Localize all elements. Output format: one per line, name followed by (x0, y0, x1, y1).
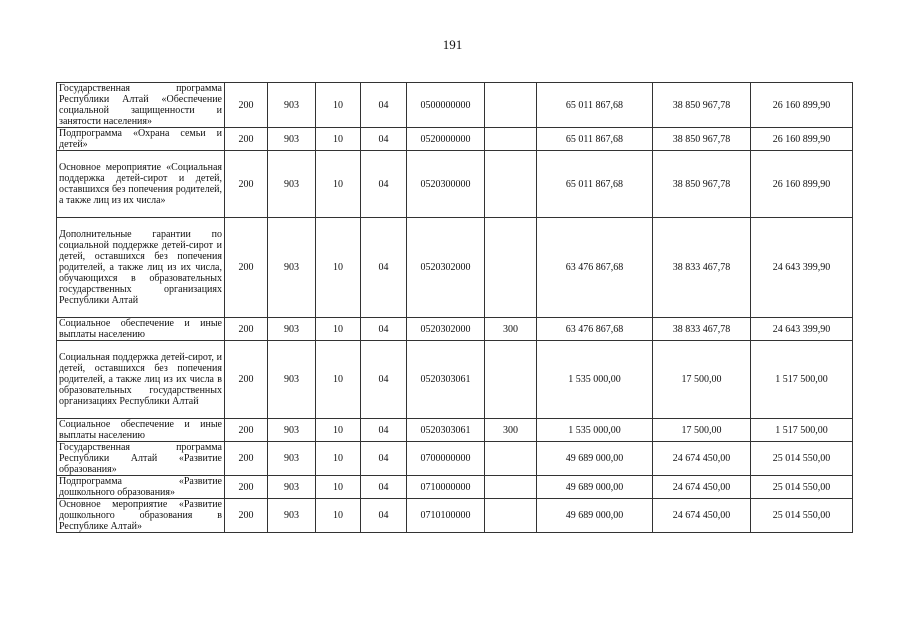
cell-c4: 04 (361, 151, 407, 218)
cell-v3: 1 517 500,00 (751, 341, 853, 419)
cell-type: 300 (485, 419, 537, 442)
cell-v1: 65 011 867,68 (537, 128, 653, 151)
cell-c1: 200 (225, 442, 268, 476)
cell-c1: 200 (225, 151, 268, 218)
cell-code: 0520303061 (407, 419, 485, 442)
cell-type (485, 442, 537, 476)
cell-v2: 17 500,00 (653, 419, 751, 442)
cell-code: 0500000000 (407, 83, 485, 128)
table-row (57, 419, 853, 442)
cell-c3: 10 (316, 476, 361, 499)
cell-c2: 903 (268, 442, 316, 476)
cell-code: 0520300000 (407, 151, 485, 218)
cell-v1: 49 689 000,00 (537, 499, 653, 533)
cell-c1: 200 (225, 419, 268, 442)
cell-c4: 04 (361, 218, 407, 318)
cell-c2: 903 (268, 128, 316, 151)
cell-code: 0700000000 (407, 442, 485, 476)
table-row (57, 476, 853, 499)
cell-code: 0520302000 (407, 318, 485, 341)
cell-c2: 903 (268, 476, 316, 499)
row-name: Государственная программа Республики Алтай «Развитие образования» (57, 442, 225, 476)
table-row (57, 341, 853, 419)
cell-c4: 04 (361, 442, 407, 476)
row-name: Подпрограмма «Развитие дошкольного образования» (57, 476, 225, 499)
cell-c1: 200 (225, 318, 268, 341)
cell-c2: 903 (268, 419, 316, 442)
cell-code: 0520303061 (407, 341, 485, 419)
cell-c2: 903 (268, 318, 316, 341)
cell-c4: 04 (361, 499, 407, 533)
cell-c1: 200 (225, 128, 268, 151)
cell-c4: 04 (361, 318, 407, 341)
cell-v2: 24 674 450,00 (653, 476, 751, 499)
cell-c3: 10 (316, 341, 361, 419)
cell-c1: 200 (225, 83, 268, 128)
cell-c3: 10 (316, 318, 361, 341)
cell-c1: 200 (225, 476, 268, 499)
cell-c3: 10 (316, 83, 361, 128)
cell-v1: 65 011 867,68 (537, 151, 653, 218)
cell-v1: 63 476 867,68 (537, 318, 653, 341)
row-name: Основное мероприятие «Развитие дошкольного образования в Республике Алтай» (57, 499, 225, 533)
table-row (57, 83, 853, 128)
row-name: Социальная поддержка детей-сирот, и детей, оставшихся без попечения родителей, а также лиц из их числа в образовательных государственных организациях Республики Алтай (57, 341, 225, 419)
cell-v2: 38 833 467,78 (653, 318, 751, 341)
cell-type (485, 218, 537, 318)
row-name: Основное мероприятие «Социальная поддержка детей-сирот и детей, оставшихся без попечения родителей, а также лиц из их числа» (57, 151, 225, 218)
cell-c3: 10 (316, 442, 361, 476)
cell-v1: 49 689 000,00 (537, 476, 653, 499)
cell-type (485, 499, 537, 533)
table-row (57, 151, 853, 218)
cell-v2: 24 674 450,00 (653, 442, 751, 476)
cell-c4: 04 (361, 476, 407, 499)
cell-v3: 24 643 399,90 (751, 318, 853, 341)
cell-v1: 49 689 000,00 (537, 442, 653, 476)
cell-code: 0710100000 (407, 499, 485, 533)
cell-v1: 63 476 867,68 (537, 218, 653, 318)
cell-v3: 1 517 500,00 (751, 419, 853, 442)
cell-c2: 903 (268, 499, 316, 533)
cell-c1: 200 (225, 218, 268, 318)
cell-v1: 1 535 000,00 (537, 341, 653, 419)
cell-type (485, 151, 537, 218)
cell-c4: 04 (361, 83, 407, 128)
cell-c3: 10 (316, 151, 361, 218)
cell-c3: 10 (316, 419, 361, 442)
cell-v2: 17 500,00 (653, 341, 751, 419)
row-name: Государственная программа Республики Алтай «Обеспечение социальной защищенности и занятости населения» (57, 83, 225, 128)
cell-v3: 26 160 899,90 (751, 83, 853, 128)
cell-v3: 25 014 550,00 (751, 442, 853, 476)
page-number: 191 (442, 37, 463, 52)
cell-type (485, 128, 537, 151)
cell-c4: 04 (361, 341, 407, 419)
row-name: Подпрограмма «Охрана семьи и детей» (57, 128, 225, 151)
cell-v1: 1 535 000,00 (537, 419, 653, 442)
cell-v3: 25 014 550,00 (751, 499, 853, 533)
cell-c2: 903 (268, 218, 316, 318)
cell-v3: 26 160 899,90 (751, 128, 853, 151)
cell-c1: 200 (225, 499, 268, 533)
cell-c3: 10 (316, 128, 361, 151)
cell-c2: 903 (268, 151, 316, 218)
row-name: Социальное обеспечение и иные выплаты населению (57, 419, 225, 442)
cell-v2: 38 850 967,78 (653, 151, 751, 218)
cell-code: 0520000000 (407, 128, 485, 151)
cell-c2: 903 (268, 341, 316, 419)
cell-c1: 200 (225, 341, 268, 419)
row-name: Социальное обеспечение и иные выплаты населению (57, 318, 225, 341)
cell-c4: 04 (361, 128, 407, 151)
cell-c4: 04 (361, 419, 407, 442)
cell-v3: 26 160 899,90 (751, 151, 853, 218)
table-row (57, 128, 853, 151)
cell-v2: 24 674 450,00 (653, 499, 751, 533)
cell-c3: 10 (316, 218, 361, 318)
table-row (57, 499, 853, 533)
cell-v1: 65 011 867,68 (537, 83, 653, 128)
table-row (57, 442, 853, 476)
row-name: Дополнительные гарантии по социальной поддержке детей-сирот и детей, оставшихся без попечения родителей, а также лиц из их числа, обучающихся в образовательных государственных организациях Республики Алтай (57, 218, 225, 318)
cell-code: 0710000000 (407, 476, 485, 499)
cell-v2: 38 850 967,78 (653, 128, 751, 151)
cell-type: 300 (485, 318, 537, 341)
cell-type (485, 476, 537, 499)
cell-c3: 10 (316, 499, 361, 533)
cell-code: 0520302000 (407, 218, 485, 318)
table-row (57, 218, 853, 318)
cell-type (485, 341, 537, 419)
budget-table (56, 82, 853, 533)
cell-type (485, 83, 537, 128)
table-row (57, 318, 853, 341)
cell-v3: 25 014 550,00 (751, 476, 853, 499)
cell-v2: 38 833 467,78 (653, 218, 751, 318)
cell-c2: 903 (268, 83, 316, 128)
cell-v2: 38 850 967,78 (653, 83, 751, 128)
cell-v3: 24 643 399,90 (751, 218, 853, 318)
